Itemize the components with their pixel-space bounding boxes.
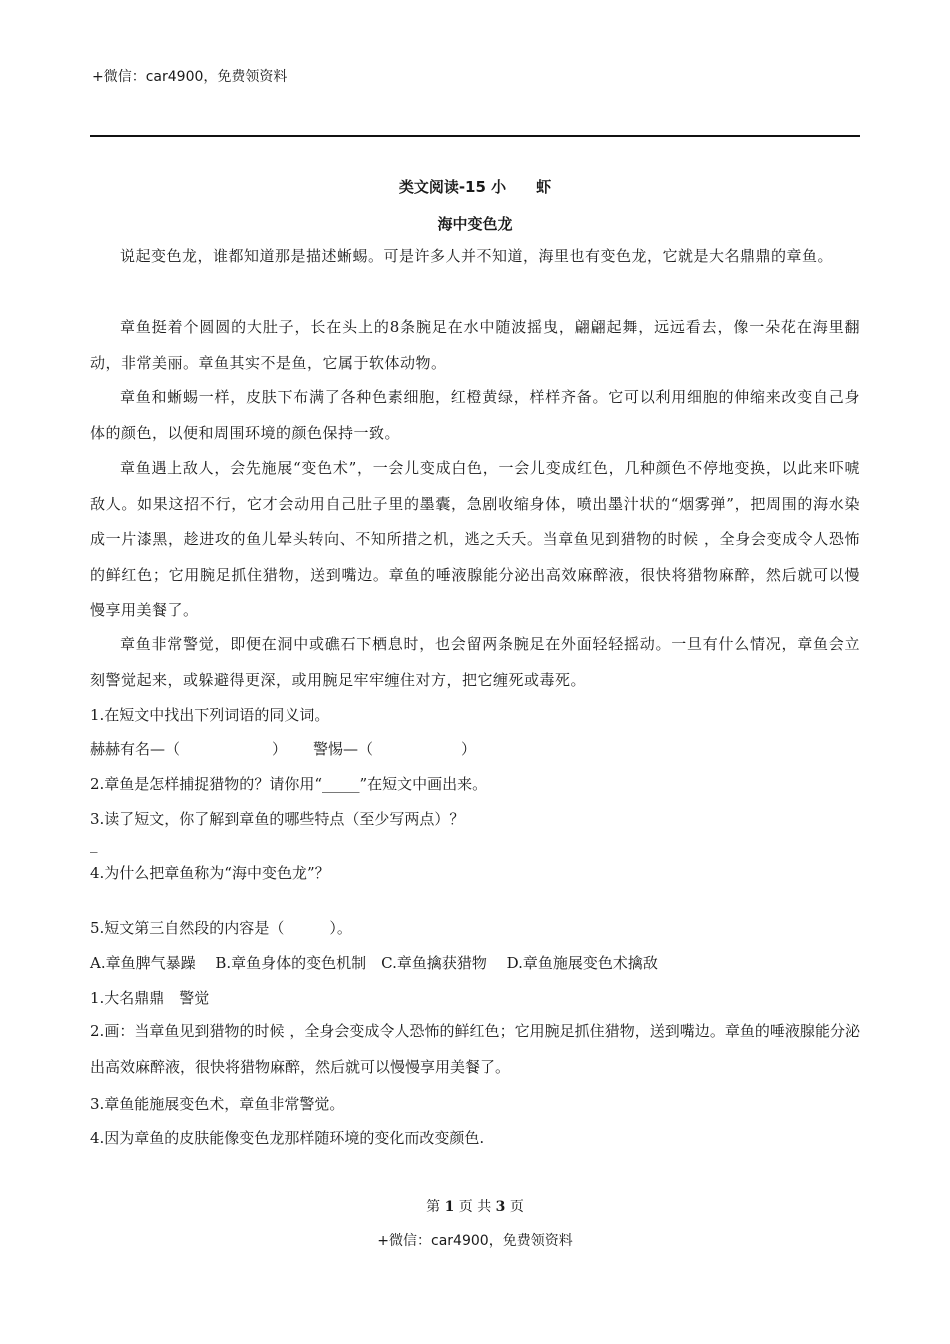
answer-1: 1.大名鼎鼎 警觉	[90, 989, 210, 1007]
total-pages: 3	[495, 1199, 506, 1215]
article-title: 海中变色龙	[437, 215, 513, 233]
header-divider	[90, 135, 860, 137]
question-5-options: A.章鱼脾气暴躁 B.章鱼身体的变色机制 C.章鱼擒获猎物 D.章鱼施展变色术擒敌	[90, 954, 658, 972]
paragraph-3: 章鱼和蜥蜴一样，皮肤下布满了各种色素细胞，红橙黄绿，样样齐备。它可以利用细胞的伸缩来改变自己身体的颜色，以便和周围环境的颜色保持一致。	[90, 388, 860, 442]
answer-4: 4.因为章鱼的皮肤能像变色龙那样随环境的变化而改变颜色.	[90, 1129, 485, 1147]
question-1-items	[90, 737, 860, 761]
header-watermark-note: +微信：car4900，免费领资料	[92, 69, 288, 85]
question-3-answer-mark: _	[90, 835, 98, 853]
answer-3: 3.章鱼能施展变色术，章鱼非常警觉。	[90, 1095, 345, 1113]
question-4: 4.为什么把章鱼称为“海中变色龙”？	[90, 864, 330, 882]
document-title: 类文阅读-15 小 虾	[398, 178, 552, 196]
q1-item-a-close: ）	[272, 740, 288, 758]
current-page: 1	[444, 1199, 455, 1215]
q1-item-a: 赫赫有名—（	[90, 740, 181, 758]
paragraph-1: 说起变色龙，谁都知道那是描述蜥蜴。可是许多人并不知道，海里也有变色龙，它就是大名鼎鼎的章鱼。	[120, 247, 834, 265]
question-2: 2.章鱼是怎样捕捉猎物的？请你用“_____”在短文中画出来。	[90, 775, 488, 793]
q2-blank: _____	[321, 775, 360, 793]
footer-watermark-note: +微信：car4900，免费领资料	[377, 1233, 573, 1249]
page-number: 第 1 页 共 3 页	[426, 1199, 524, 1215]
q1-item-b: 警惕—（	[313, 740, 374, 758]
paragraph-4: 章鱼遇上敌人，会先施展“变色术”，一会儿变成白色，一会儿变成红色，几种颜色不停地变换，以此来吓唬敌人。如果这招不行，它才会动用自己肚子里的墨囊，急剧收缩身体，喷出墨汁状的“烟雾弹”，把周围的海水染成一片漆黑，趁进攻的鱼儿晕头转向、不知所措之机，逃之夭夭。当章鱼见到猎物的时候 ，全身会变成令人恐怖的鲜红色；它用腕足抓住猎物，送到嘴边。章鱼的唾液腺能分泌出高效麻醉液，很快将猎物麻醉，然后就可以慢慢享用美餐了。	[90, 459, 860, 619]
paragraph-2: 章鱼挺着个圆圆的大肚子，长在头上的8条腕足在水中随波摇曳，翩翩起舞，远远看去，像一朵花在海里翻动，非常美丽。章鱼其实不是鱼，它属于软体动物。	[90, 318, 860, 372]
answer-2: 2.画：当章鱼见到猎物的时候 ，全身会变成令人恐怖的鲜红色；它用腕足抓住猎物，送到嘴边。章鱼的唾液腺能分泌出高效麻醉液，很快将猎物麻醉，然后就可以慢慢享用美餐了。	[90, 1022, 860, 1076]
paragraph-5: 章鱼非常警觉，即便在洞中或礁石下栖息时，也会留两条腕足在外面轻轻摇动。一旦有什么情况，章鱼会立刻警觉起来，或躲避得更深，或用腕足牢牢缠住对方，把它缠死或毒死。	[90, 635, 860, 689]
question-3: 3.读了短文，你了解到章鱼的哪些特点（至少写两点）？	[90, 810, 465, 828]
question-5: 5.短文第三自然段的内容是（ ）。	[90, 919, 352, 937]
question-1: 1.在短文中找出下列词语的同义词。	[90, 706, 330, 724]
q1-item-b-close: ）	[461, 740, 477, 758]
